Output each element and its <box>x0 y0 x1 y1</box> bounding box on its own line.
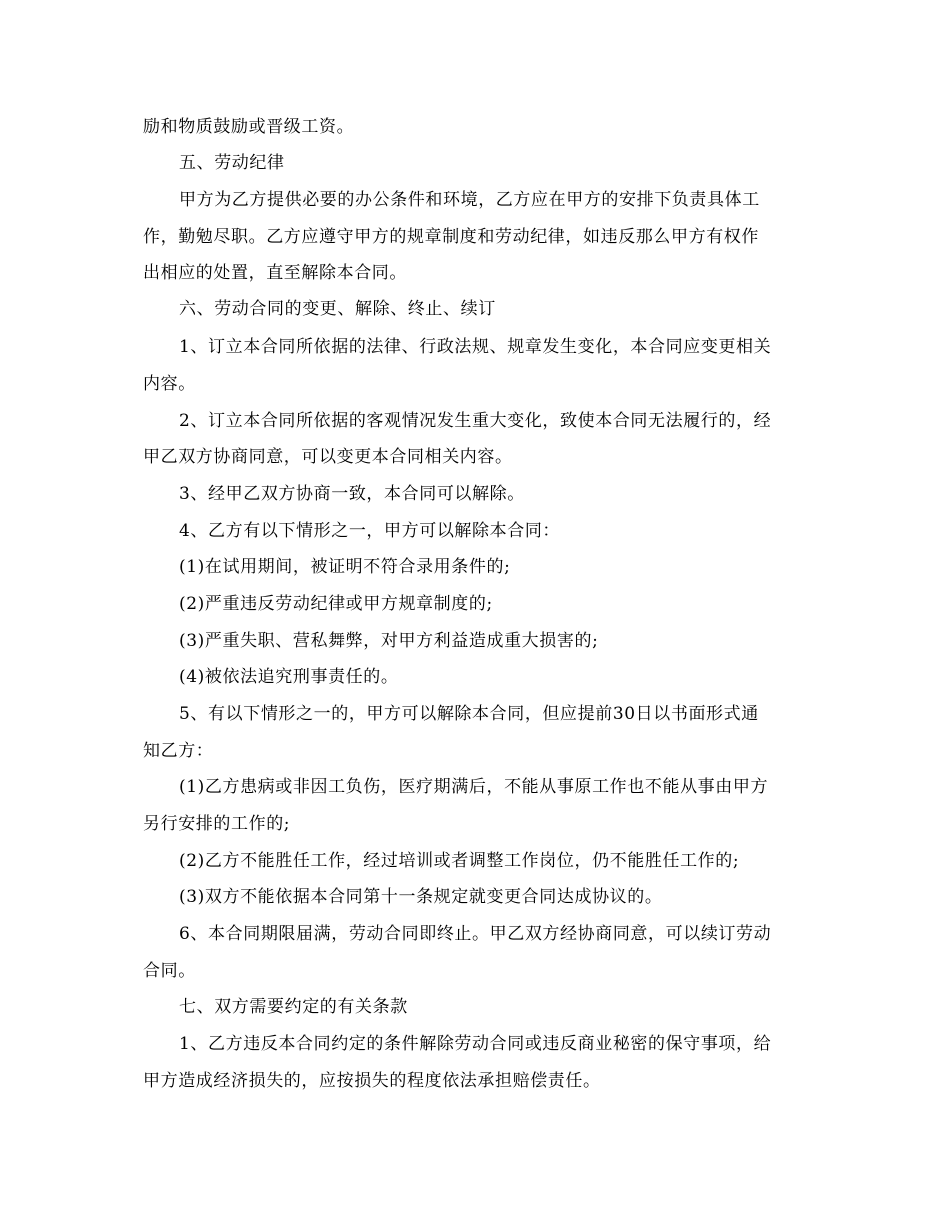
section-heading: 七、双方需要约定的有关条款 <box>179 997 408 1017</box>
text-line: (3)严重失职、营私舞弊，对甲方利益造成重大损害的; <box>179 631 599 651</box>
text-line: (4)被依法追究刑事责任的。 <box>179 667 399 687</box>
section-heading: 六、劳动合同的变更、解除、终止、续订 <box>179 299 496 319</box>
text-line: (2)严重违反劳动纪律或甲方规章制度的; <box>179 594 493 614</box>
text-line: 合同。 <box>143 961 196 981</box>
text-line: 甲方为乙方提供必要的办公条件和环境，乙方应在甲方的安排下负责具体工 <box>179 190 760 210</box>
text-line: 4、乙方有以下情形之一，甲方可以解除本合同： <box>179 521 561 541</box>
text-line: 1、乙方违反本合同约定的条件解除劳动合同或违反商业秘密的保守事项，给 <box>179 1034 772 1054</box>
text-line: (3)双方不能依据本合同第十一条规定就变更合同达成协议的。 <box>179 887 663 907</box>
text-line: 出相应的处置，直至解除本合同。 <box>143 263 407 283</box>
text-line: 5、有以下情形之一的，甲方可以解除本合同，但应提前30日以书面形式通 <box>179 704 759 724</box>
text-line: (1)在试用期间，被证明不符合录用条件的; <box>179 557 511 577</box>
text-line: 6、本合同期限届满，劳动合同即终止。甲乙双方经协商同意，可以续订劳动 <box>179 924 772 944</box>
section-heading: 五、劳动纪律 <box>179 153 285 173</box>
text-line: 1、订立本合同所依据的法律、行政法规、规章发生变化，本合同应变更相关 <box>179 337 772 357</box>
text-line: (1)乙方患病或非因工负伤，医疗期满后，不能从事原工作也不能从事由甲方 <box>179 777 769 797</box>
text-line: 3、经甲乙双方协商一致，本合同可以解除。 <box>179 484 525 504</box>
text-line: 甲乙双方协商同意，可以变更本合同相关内容。 <box>143 447 513 467</box>
text-line: 另行安排的工作的; <box>143 814 291 834</box>
text-line: 内容。 <box>143 374 196 394</box>
text-line: 知乙方： <box>143 741 214 761</box>
text-line: 2、订立本合同所依据的客观情况发生重大变化，致使本合同无法履行的，经 <box>179 411 772 431</box>
text-line: (2)乙方不能胜任工作，经过培训或者调整工作岗位，仍不能胜任工作的; <box>179 851 740 871</box>
text-line: 励和物质鼓励或晋级工资。 <box>143 117 355 137</box>
text-line: 甲方造成经济损失的，应按损失的程度依法承担赔偿责任。 <box>143 1071 601 1091</box>
text-line: 作，勤勉尽职。乙方应遵守甲方的规章制度和劳动纪律，如违反那么甲方有权作 <box>143 227 759 247</box>
